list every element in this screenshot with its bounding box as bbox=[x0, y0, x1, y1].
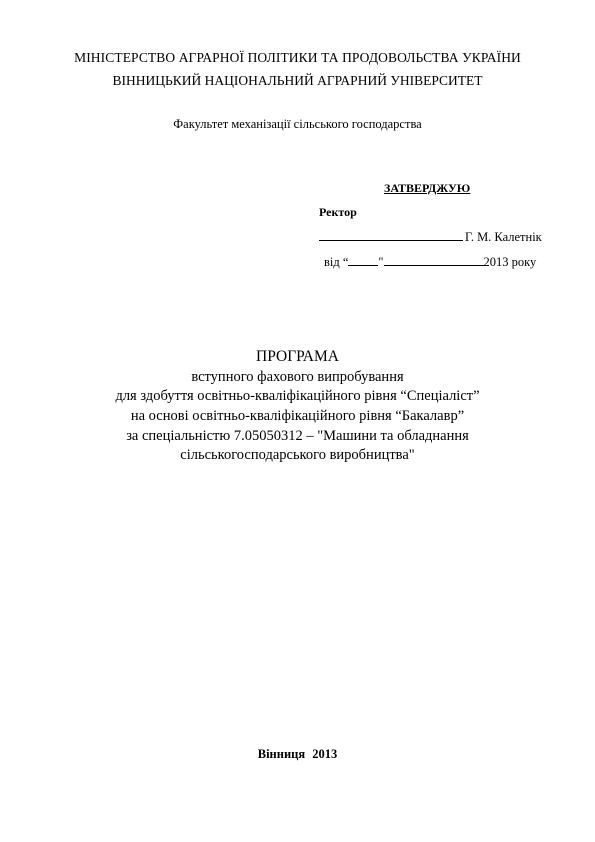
program-line-1: вступного фахового випробування bbox=[191, 369, 404, 385]
program-line-3: на основі освітньо-кваліфікаційного рівня “Бакалавр” bbox=[130, 408, 465, 424]
date-suffix: 2013 року bbox=[483, 255, 537, 269]
date-middle: " bbox=[378, 255, 384, 269]
program-line-4: за спеціальністю 7.05050312 – "Машини та обладнання bbox=[126, 428, 469, 444]
faculty-name: Факультет механізації сільського господарства bbox=[173, 117, 422, 131]
date-prefix: від “ bbox=[324, 255, 349, 269]
ministry-name: МІНІСТЕРСТВО АГРАРНОЇ ПОЛІТИКИ ТА ПРОДОВОЛЬСТВА УКРАЇНИ bbox=[74, 50, 521, 65]
signature-line bbox=[319, 228, 542, 245]
signature-blank bbox=[319, 228, 463, 241]
month-blank bbox=[384, 253, 484, 266]
university-name: ВІННИЦЬКИЙ НАЦІОНАЛЬНИЙ АГРАРНИЙ УНІВЕРСИТЕТ bbox=[112, 73, 483, 88]
program-title: ПРОГРАМА bbox=[256, 348, 339, 365]
city-year: Вінниця 2013 bbox=[257, 747, 338, 761]
rector-name: Г. М. Калетнік bbox=[465, 230, 542, 244]
approval-heading: ЗАТВЕРДЖУЮ bbox=[384, 181, 471, 195]
approval-position: Ректор bbox=[319, 205, 357, 219]
day-blank bbox=[348, 253, 378, 266]
program-line-2: для здобуття освітньо-кваліфікаційного рівня “Спеціаліст” bbox=[115, 388, 480, 404]
approval-date-line bbox=[324, 253, 536, 270]
program-line-5: сільськогосподарського виробництва" bbox=[180, 447, 415, 463]
